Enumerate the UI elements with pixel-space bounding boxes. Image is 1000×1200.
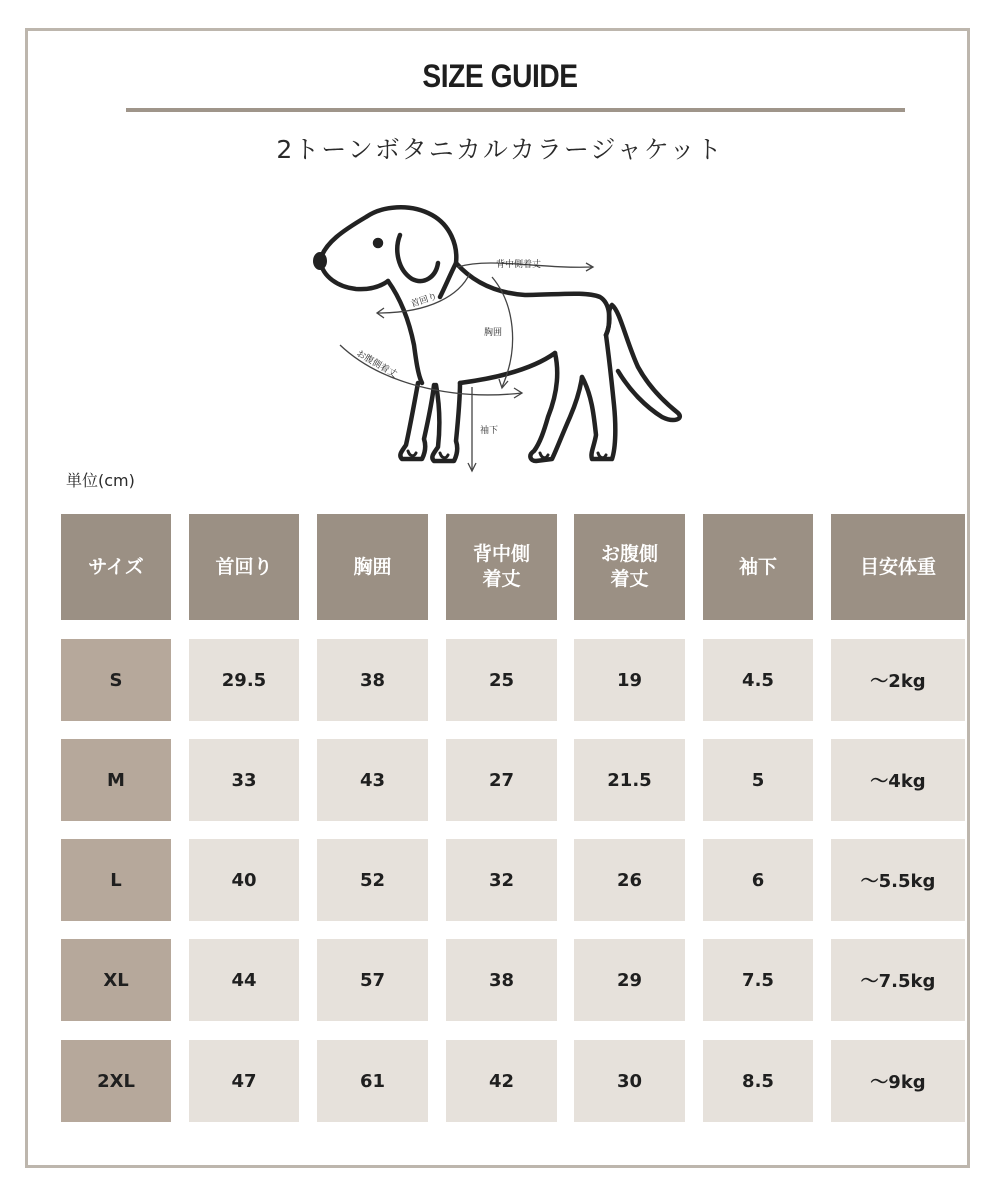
page-title: SIZE GUIDE [422, 58, 578, 94]
cell-neck: 40 [189, 839, 299, 921]
header-belly-length: お腹側 着丈 [574, 514, 685, 620]
cell-back-length: 25 [446, 639, 557, 721]
header-neck: 首回り [189, 514, 299, 620]
title-divider [126, 108, 905, 112]
cell-chest: 43 [317, 739, 428, 821]
cell-weight: ～4kg [831, 739, 965, 821]
cell-sleeve: 8.5 [703, 1040, 813, 1122]
cell-weight: ～2kg [831, 639, 965, 721]
dog-measurement-diagram [300, 195, 700, 480]
cell-neck: 47 [189, 1040, 299, 1122]
header-size: サイズ [61, 514, 171, 620]
cell-chest: 52 [317, 839, 428, 921]
cell-size: M [61, 739, 171, 821]
header-chest: 胸囲 [317, 514, 428, 620]
cell-weight: ～5.5kg [831, 839, 965, 921]
cell-size: S [61, 639, 171, 721]
cell-size: L [61, 839, 171, 921]
cell-belly-length: 19 [574, 639, 685, 721]
cell-back-length: 42 [446, 1040, 557, 1122]
cell-sleeve: 7.5 [703, 939, 813, 1021]
dog-nose [313, 252, 327, 270]
label-belly-length: お腹側着丈 [354, 348, 399, 381]
cell-sleeve: 5 [703, 739, 813, 821]
cell-weight: ～7.5kg [831, 939, 965, 1021]
label-back-length: 背中側着丈 [496, 260, 542, 270]
product-name: 2トーンボタニカルカラージャケット [276, 135, 724, 164]
cell-sleeve: 6 [703, 839, 813, 921]
cell-size: XL [61, 939, 171, 1021]
cell-neck: 44 [189, 939, 299, 1021]
cell-belly-length: 26 [574, 839, 685, 921]
cell-weight: ～9kg [831, 1040, 965, 1122]
cell-chest: 61 [317, 1040, 428, 1122]
label-sleeve: 袖下 [480, 426, 499, 436]
cell-sleeve: 4.5 [703, 639, 813, 721]
cell-chest: 38 [317, 639, 428, 721]
cell-chest: 57 [317, 939, 428, 1021]
cell-belly-length: 21.5 [574, 739, 685, 821]
header-weight: 目安体重 [831, 514, 965, 620]
cell-back-length: 32 [446, 839, 557, 921]
label-chest: 胸囲 [484, 328, 503, 338]
label-neck: 首回り [409, 291, 439, 310]
header-sleeve: 袖下 [703, 514, 813, 620]
unit-label: 単位(cm) [66, 471, 135, 490]
header-back-length: 背中側 着丈 [446, 514, 557, 620]
cell-belly-length: 29 [574, 939, 685, 1021]
cell-belly-length: 30 [574, 1040, 685, 1122]
cell-back-length: 38 [446, 939, 557, 1021]
cell-neck: 33 [189, 739, 299, 821]
cell-neck: 29.5 [189, 639, 299, 721]
cell-size: 2XL [61, 1040, 171, 1122]
cell-back-length: 27 [446, 739, 557, 821]
